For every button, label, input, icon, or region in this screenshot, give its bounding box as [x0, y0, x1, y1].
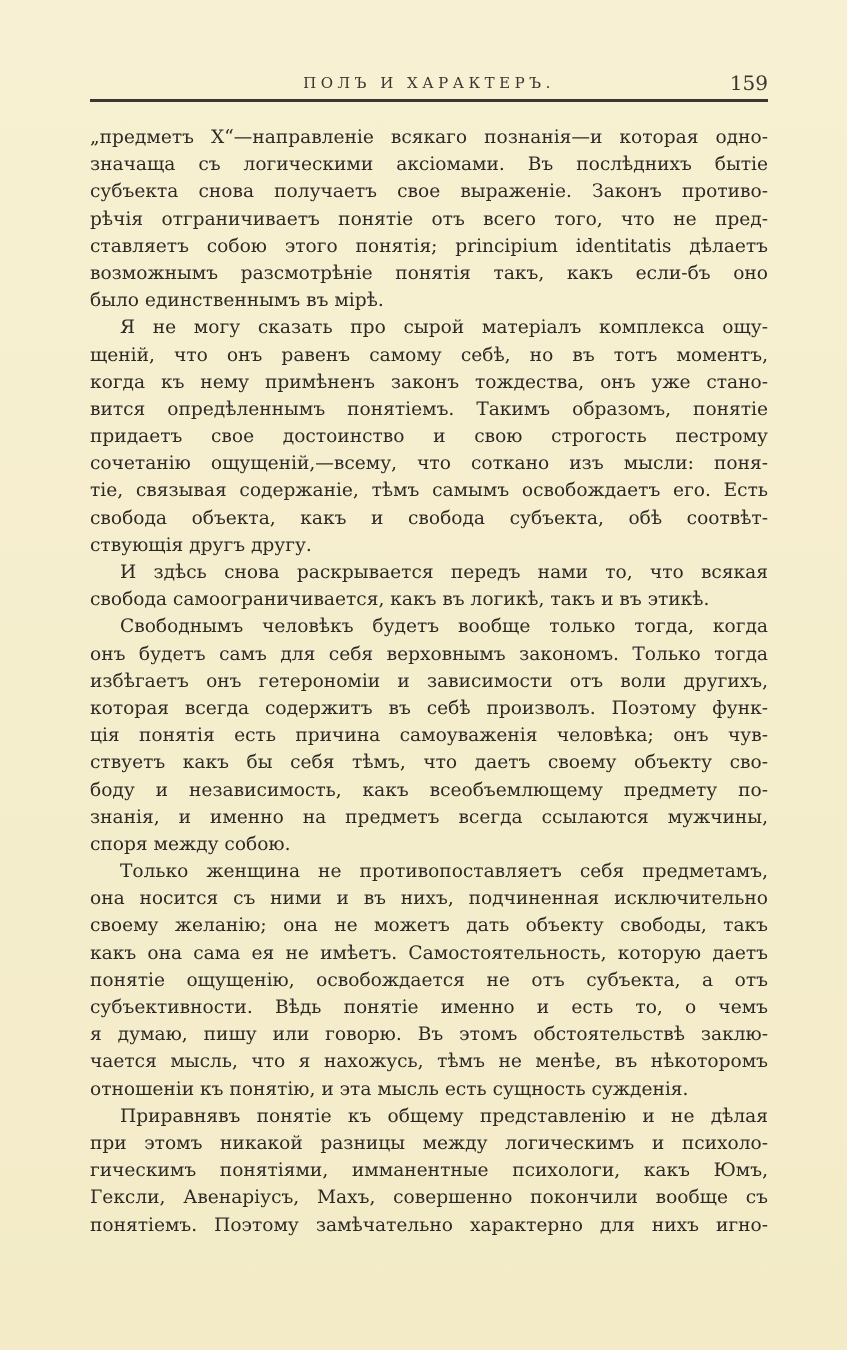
text-line: знанія, и именно на предметъ всегда ссылаются мужчины, [90, 806, 768, 828]
text-line: боду и независимость, какъ всеобъемлющему предмету по- [90, 779, 768, 801]
page-number: 159 [729, 71, 768, 95]
text-line: свобода самоограничивается, какъ въ логикѣ, такъ и въ этикѣ. [90, 589, 710, 611]
text-line: сочетанію ощущеній,—всему, что соткано изъ мысли: поня- [90, 453, 768, 475]
text-line: которая всегда содержитъ въ себѣ произволъ. Поэтому функ- [90, 697, 768, 719]
text-line: Приравнявъ понятіе къ общему представленію и не дѣлая [120, 1105, 768, 1127]
text-line: понятіе ощущенію, освобождается не отъ субъекта, а отъ [90, 969, 768, 991]
text-line: понятіемъ. Поэтому замѣчательно характерно для нихъ игно- [90, 1214, 768, 1236]
text-line: Я не могу сказать про сырой матеріалъ комплекса ощу- [120, 317, 768, 339]
text-line: какъ она сама ея не имѣетъ. Самостоятельность, которую даетъ [90, 942, 768, 964]
text-line: тіе, связывая содержаніе, тѣмъ самымъ освобождаетъ его. Есть [90, 480, 768, 502]
text-line: ствуетъ какъ бы себя тѣмъ, что даетъ своему объекту сво- [90, 752, 768, 774]
text-line: при этомъ никакой разницы между логическимъ и психоло- [90, 1132, 768, 1154]
text-line: чается мысль, что я нахожусь, тѣмъ не менѣе, въ нѣкоторомъ [90, 1051, 768, 1073]
text-line: И здѣсь снова раскрывается передъ нами то, что всякая [120, 562, 768, 583]
text-line: „предметъ X“—направленіе всякаго познанія—и которая одно- [90, 127, 768, 148]
text-line: своему желанію; она не можетъ дать объекту свободы, такъ [90, 915, 768, 937]
text-line: ставляетъ собою этого понятія; principium identitatis дѣлаетъ [90, 235, 768, 257]
text-line: споря между собою. [90, 833, 291, 855]
header-rule [90, 99, 768, 102]
text-line: избѣгаетъ онъ гетерономіи и зависимости отъ воли другихъ, [90, 670, 768, 692]
text-line: отношеніи къ понятію, и эта мысль есть сущность сужденія. [90, 1078, 689, 1100]
text-line: Только женщина не противопоставляетъ себя предметамъ, [120, 861, 768, 883]
text-line: придаетъ свое достоинство и свою строгость пестрому [90, 426, 768, 448]
text-line: щеній, что онъ равенъ самому себѣ, но въ тотъ моментъ, [90, 344, 768, 366]
text-line: я думаю, пишу или говорю. Въ этомъ обстоятельствѣ заклю- [90, 1024, 768, 1046]
text-line: она носится съ ними и въ нихъ, подчиненная исключительно [90, 888, 768, 910]
body-text [90, 124, 768, 1239]
text-line: Гексли, Авенаріусъ, Махъ, совершенно покончили вообще съ [90, 1187, 768, 1209]
text-line: было единственнымъ въ мірѣ. [90, 290, 384, 312]
text-line: значаща съ логическими аксіомами. Въ послѣднихъ бытіе [90, 154, 768, 176]
text-line: возможнымъ разсмотрѣніе понятія такъ, какъ если-бъ оно [90, 262, 768, 284]
text-line: субъекта снова получаетъ свое выраженіе. Законъ противо- [90, 181, 768, 203]
text-line: онъ будетъ самъ для себя верховнымъ закономъ. Только тогда [90, 643, 768, 665]
text-line: вится опредѣленнымъ понятіемъ. Такимъ образомъ, понятіе [90, 398, 768, 420]
text-line: Свободнымъ человѣкъ будетъ вообще только тогда, когда [120, 616, 768, 638]
text-line: когда къ нему примѣненъ законъ тождества, онъ уже стано- [90, 371, 768, 393]
text-line: свобода объекта, какъ и свобода субъекта, обѣ соотвѣт- [90, 507, 768, 529]
text-line: ція понятія есть причина самоуваженія человѣка; онъ чув- [90, 725, 768, 747]
text-line: рѣчія отграничиваетъ понятіе отъ всего того, что не пред- [90, 208, 768, 230]
running-title: ПОЛЪ И ХАРАКТЕРЪ. [303, 74, 555, 92]
page-header [90, 71, 768, 100]
text-line: гическимъ понятіями, имманентные психологи, какъ Юмъ, [90, 1160, 768, 1182]
text-line: субъективности. Вѣдь понятіе именно и есть то, о чемъ [90, 997, 768, 1018]
text-line: ствующія другъ другу. [90, 534, 312, 556]
